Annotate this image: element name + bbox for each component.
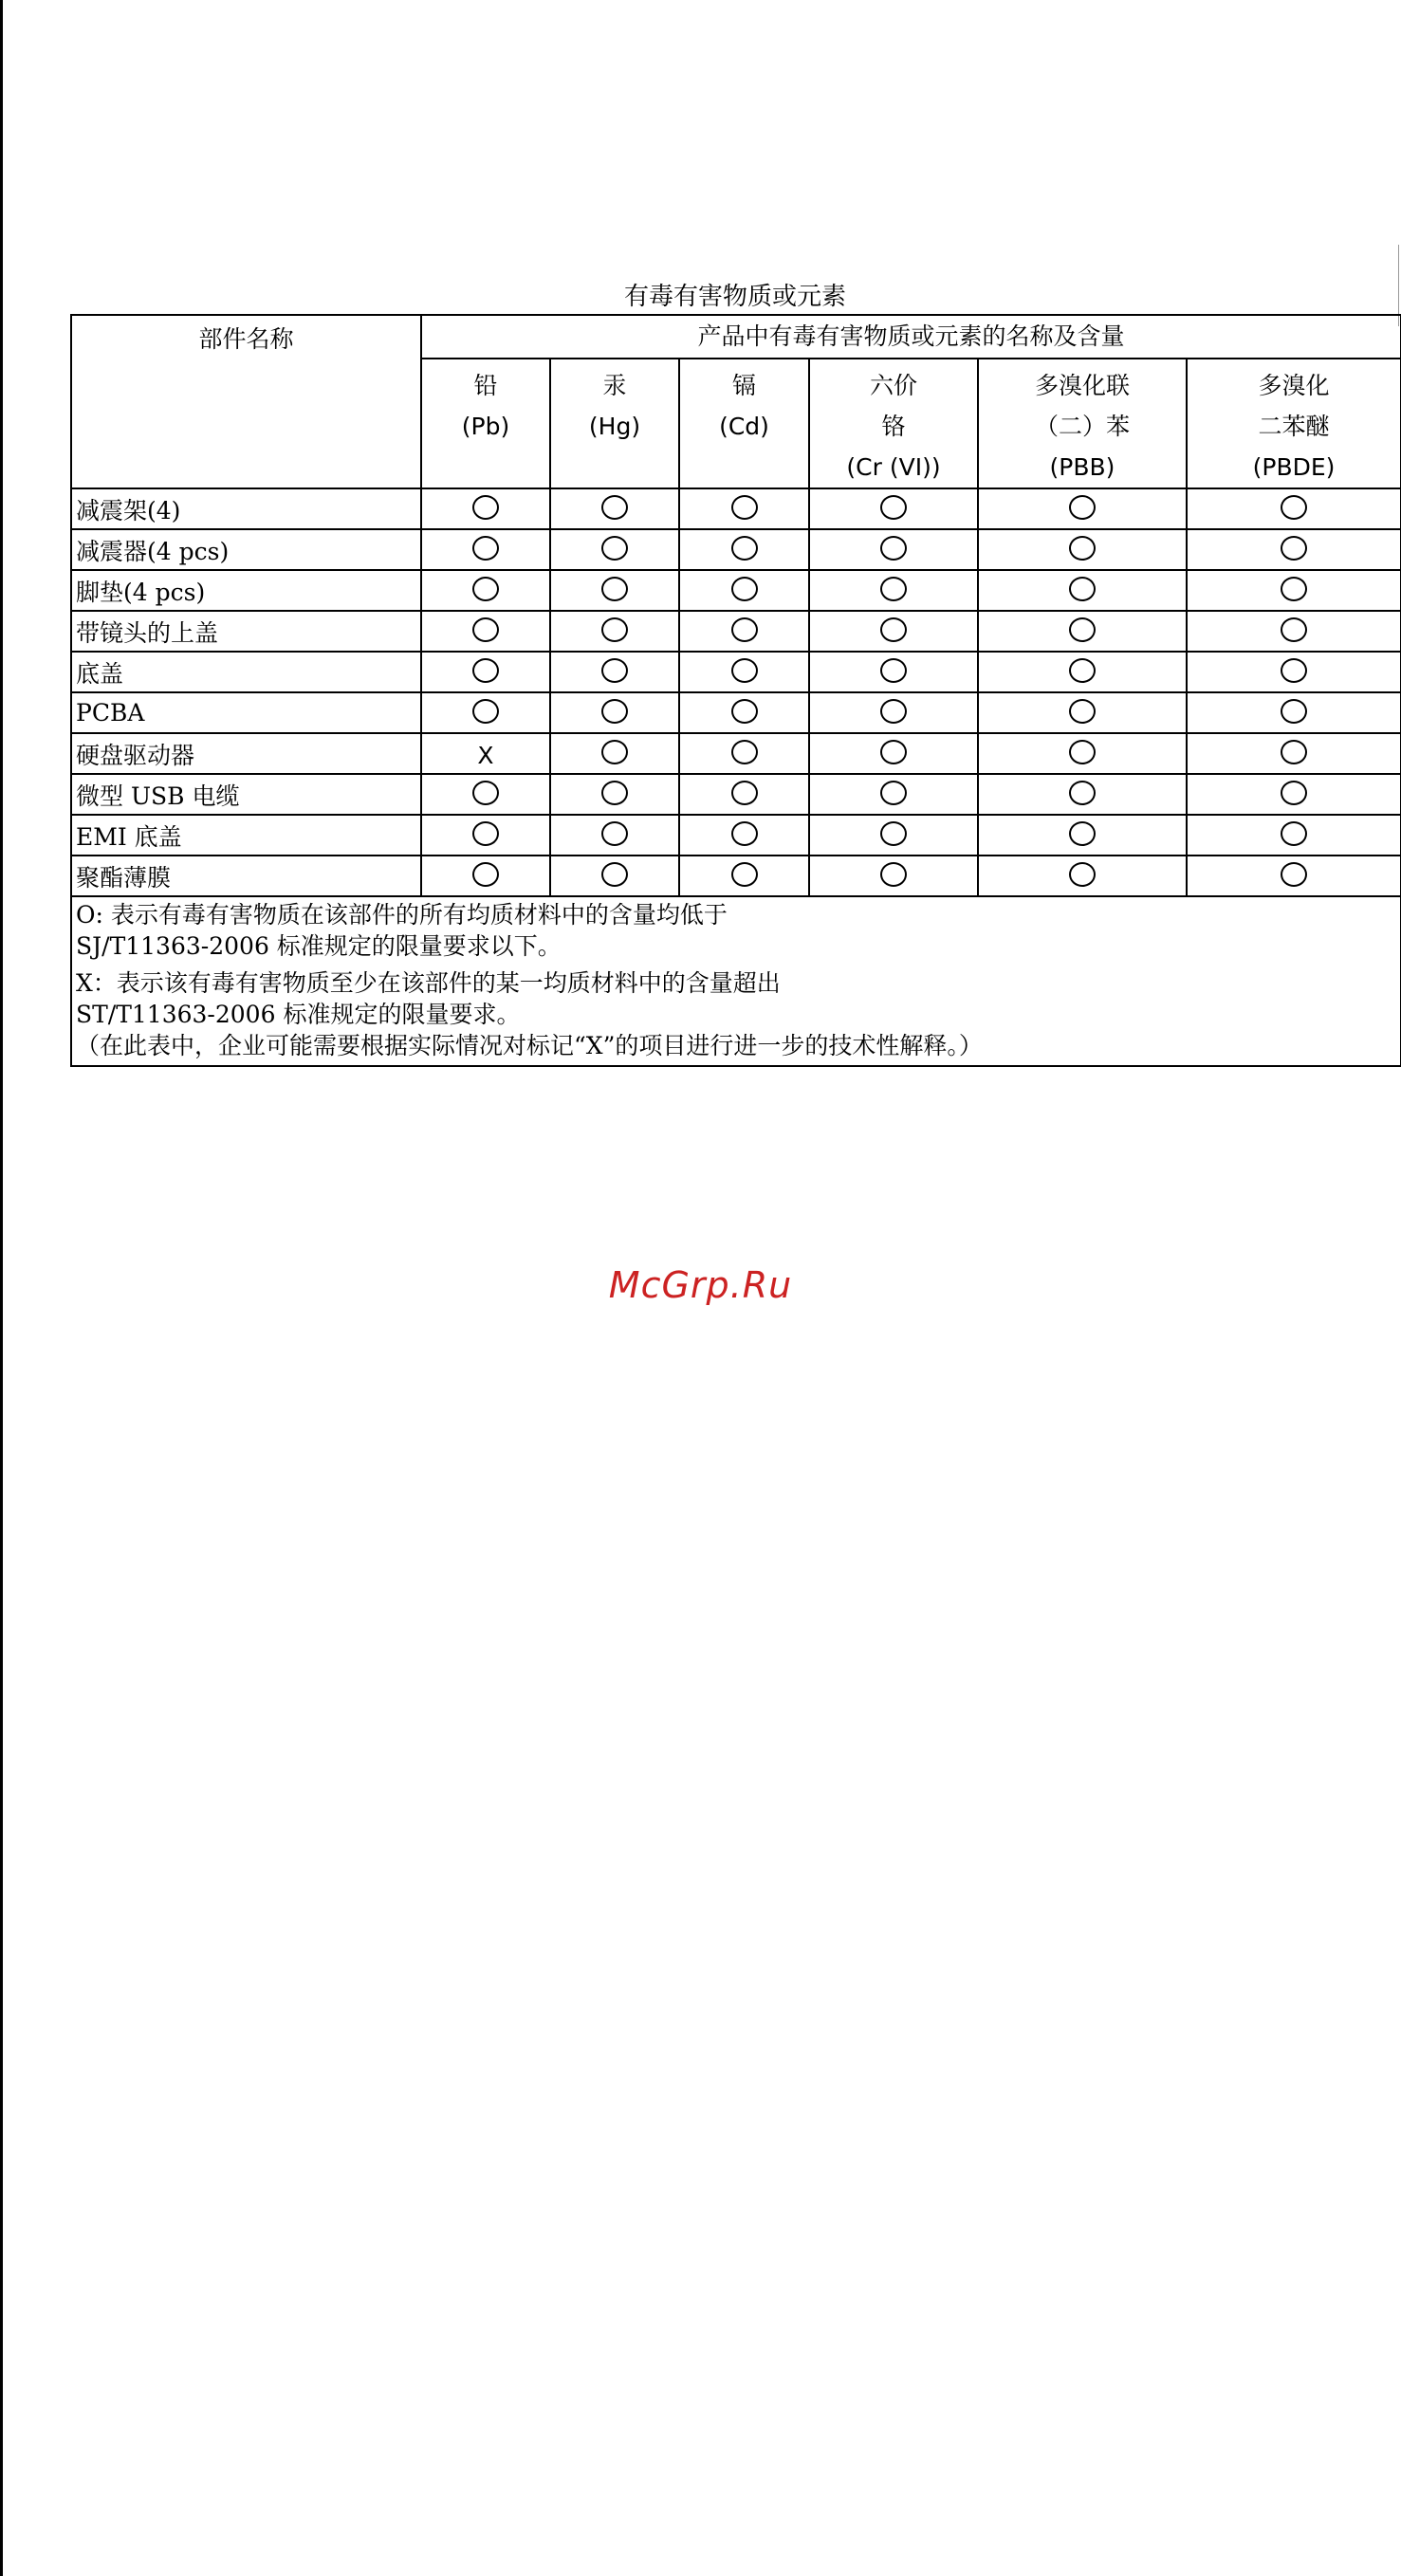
substance-column-header — [978, 359, 1187, 488]
footnote-line: O: 表示有毒有害物质在该部件的所有均质材料中的含量均低于 — [76, 901, 728, 929]
substance-mark-cell — [978, 856, 1187, 896]
below-limit-circle-icon — [1069, 536, 1096, 561]
substance-mark-cell — [550, 774, 679, 815]
substance-mark-cell — [1187, 774, 1401, 815]
substance-mark-cell — [978, 774, 1187, 815]
below-limit-circle-icon — [1069, 862, 1096, 887]
substance-mark-cell — [550, 815, 679, 856]
substance-mark-cell — [679, 488, 809, 529]
substance-mark-cell — [421, 692, 550, 733]
substance-mark-cell — [679, 692, 809, 733]
table-row — [71, 815, 1401, 856]
table-row — [71, 529, 1401, 570]
substance-mark-cell — [1187, 856, 1401, 896]
table-row — [71, 692, 1401, 733]
substance-header-line: (PBB) — [1049, 453, 1115, 481]
substance-mark-cell — [679, 529, 809, 570]
substance-mark-cell — [550, 692, 679, 733]
substance-mark-cell — [679, 570, 809, 611]
substance-mark-cell — [550, 652, 679, 692]
below-limit-circle-icon — [601, 781, 628, 805]
substance-mark-cell — [1187, 488, 1401, 529]
substance-header-line: (PBDE) — [1252, 453, 1336, 481]
below-limit-circle-icon — [1069, 495, 1096, 520]
below-limit-circle-icon — [1281, 495, 1307, 520]
substance-group-header: 产品中有毒有害物质或元素的名称及含量 — [421, 315, 1401, 359]
footnote-line: X：表示该有毒有害物质至少在该部件的某一均质材料中的含量超出 — [76, 969, 781, 997]
below-limit-circle-icon — [472, 577, 499, 601]
table-row — [71, 774, 1401, 815]
below-limit-circle-icon — [1069, 740, 1096, 764]
below-limit-circle-icon — [1069, 617, 1096, 642]
below-limit-circle-icon — [880, 617, 907, 642]
part-name-cell: 带镜头的上盖 — [71, 611, 421, 652]
below-limit-circle-icon — [1281, 740, 1307, 764]
substance-header-line: 汞 — [602, 372, 627, 399]
substance-mark-cell — [978, 488, 1187, 529]
table-footnotes — [71, 896, 1401, 1066]
below-limit-circle-icon — [731, 536, 758, 561]
below-limit-circle-icon — [880, 658, 907, 683]
substance-mark-cell — [809, 692, 978, 733]
below-limit-circle-icon — [601, 495, 628, 520]
below-limit-circle-icon — [472, 781, 499, 805]
substance-header-line: 多溴化 — [1258, 372, 1330, 399]
substance-mark-cell — [978, 733, 1187, 774]
substance-mark-cell — [679, 611, 809, 652]
below-limit-circle-icon — [880, 495, 907, 520]
below-limit-circle-icon — [601, 536, 628, 561]
substance-mark-cell — [809, 488, 978, 529]
below-limit-circle-icon — [731, 617, 758, 642]
substance-mark-cell — [978, 529, 1187, 570]
below-limit-circle-icon — [601, 862, 628, 887]
substance-header-line: 镉 — [731, 372, 756, 399]
substance-mark-cell — [809, 652, 978, 692]
substance-header-line: 铅 — [473, 372, 498, 399]
substance-mark-cell — [978, 815, 1187, 856]
below-limit-circle-icon — [880, 821, 907, 846]
substance-header-line: 二苯醚 — [1258, 413, 1330, 440]
substance-mark-cell — [978, 692, 1187, 733]
below-limit-circle-icon — [1281, 699, 1307, 724]
below-limit-circle-icon — [472, 495, 499, 520]
below-limit-circle-icon — [1069, 699, 1096, 724]
substance-mark-cell — [809, 529, 978, 570]
below-limit-circle-icon — [472, 617, 499, 642]
substance-mark-cell — [421, 774, 550, 815]
below-limit-circle-icon — [601, 577, 628, 601]
table-row — [71, 856, 1401, 896]
below-limit-circle-icon — [731, 658, 758, 683]
below-limit-circle-icon — [472, 821, 499, 846]
substance-mark-cell — [679, 733, 809, 774]
below-limit-circle-icon — [1281, 821, 1307, 846]
substance-header-line: (Cd) — [719, 413, 769, 440]
below-limit-circle-icon — [880, 740, 907, 764]
substance-mark-cell — [1187, 652, 1401, 692]
substance-header-line: (Hg) — [588, 413, 641, 440]
below-limit-circle-icon — [601, 740, 628, 764]
substance-header-line: (Cr (VI)) — [846, 453, 941, 481]
substance-header-line: 多溴化联 — [1034, 372, 1130, 399]
below-limit-circle-icon — [731, 821, 758, 846]
substance-header-line: (Pb) — [461, 413, 510, 440]
substance-mark-cell — [421, 529, 550, 570]
below-limit-circle-icon — [1281, 536, 1307, 561]
table-row — [71, 652, 1401, 692]
footnote-line: ST/T11363-2006 标准规定的限量要求。 — [76, 1001, 521, 1028]
table-row — [71, 488, 1401, 529]
exceeds-limit-mark: X — [477, 742, 494, 769]
substance-mark-cell — [679, 774, 809, 815]
footnote-line: （在此表中，企业可能需要根据实际情况对标记“X”的项目进行进一步的技术性解释。） — [76, 1032, 983, 1059]
substance-mark-cell — [1187, 611, 1401, 652]
substance-mark-cell — [550, 488, 679, 529]
hazardous-substances-table — [70, 314, 1401, 1067]
below-limit-circle-icon — [1069, 577, 1096, 601]
part-name-cell: EMI 底盖 — [71, 815, 421, 856]
below-limit-circle-icon — [1281, 658, 1307, 683]
substance-mark-cell — [421, 652, 550, 692]
substance-mark-cell — [1187, 570, 1401, 611]
below-limit-circle-icon — [1281, 862, 1307, 887]
part-name-cell: 脚垫(4 pcs) — [71, 570, 421, 611]
document-title: 有毒有害物质或元素 — [623, 283, 846, 311]
substance-mark-cell — [809, 733, 978, 774]
substance-mark-cell — [978, 611, 1187, 652]
below-limit-circle-icon — [1069, 781, 1096, 805]
table-row — [71, 570, 1401, 611]
below-limit-circle-icon — [1069, 658, 1096, 683]
substance-mark-cell — [421, 733, 550, 774]
substance-mark-cell — [550, 611, 679, 652]
substance-header-line: （二）苯 — [1034, 413, 1130, 440]
substance-header-line: 铬 — [881, 413, 906, 440]
substance-mark-cell — [421, 611, 550, 652]
part-name-cell: 微型 USB 电缆 — [71, 774, 421, 815]
below-limit-circle-icon — [731, 862, 758, 887]
part-name-cell: 硬盘驱动器 — [71, 733, 421, 774]
below-limit-circle-icon — [1069, 821, 1096, 846]
substance-column-header — [809, 359, 978, 488]
below-limit-circle-icon — [880, 781, 907, 805]
below-limit-circle-icon — [731, 781, 758, 805]
substance-mark-cell — [978, 652, 1187, 692]
substance-mark-cell — [1187, 733, 1401, 774]
substance-column-header — [421, 359, 550, 488]
substance-mark-cell — [550, 570, 679, 611]
substance-mark-cell — [550, 856, 679, 896]
below-limit-circle-icon — [1281, 617, 1307, 642]
below-limit-circle-icon — [880, 536, 907, 561]
substance-mark-cell — [1187, 815, 1401, 856]
part-name-cell: 减震器(4 pcs) — [71, 529, 421, 570]
below-limit-circle-icon — [880, 699, 907, 724]
substance-mark-cell — [679, 815, 809, 856]
footnote-line: SJ/T11363-2006 标准规定的限量要求以下。 — [76, 932, 562, 960]
part-name-cell: 聚酯薄膜 — [71, 856, 421, 896]
substance-mark-cell — [679, 652, 809, 692]
below-limit-circle-icon — [472, 862, 499, 887]
substance-mark-cell — [679, 856, 809, 896]
part-name-cell: 减震架(4) — [71, 488, 421, 529]
below-limit-circle-icon — [731, 740, 758, 764]
below-limit-circle-icon — [731, 699, 758, 724]
substance-mark-cell — [1187, 692, 1401, 733]
substance-mark-cell — [809, 570, 978, 611]
below-limit-circle-icon — [731, 495, 758, 520]
below-limit-circle-icon — [472, 536, 499, 561]
substance-mark-cell — [550, 529, 679, 570]
below-limit-circle-icon — [1281, 781, 1307, 805]
substance-mark-cell — [421, 856, 550, 896]
below-limit-circle-icon — [880, 577, 907, 601]
substance-mark-cell — [421, 815, 550, 856]
substance-column-header — [1187, 359, 1401, 488]
substance-mark-cell — [809, 774, 978, 815]
substance-mark-cell — [809, 611, 978, 652]
substance-mark-cell — [809, 815, 978, 856]
below-limit-circle-icon — [472, 699, 499, 724]
below-limit-circle-icon — [731, 577, 758, 601]
below-limit-circle-icon — [601, 658, 628, 683]
below-limit-circle-icon — [601, 821, 628, 846]
substance-mark-cell — [978, 570, 1187, 611]
watermark-text: McGrp.Ru — [608, 1264, 793, 1306]
substance-mark-cell — [550, 733, 679, 774]
below-limit-circle-icon — [601, 617, 628, 642]
table-row — [71, 611, 1401, 652]
below-limit-circle-icon — [472, 658, 499, 683]
table-row — [71, 733, 1401, 774]
substance-mark-cell — [421, 570, 550, 611]
substance-column-header — [550, 359, 679, 488]
substance-mark-cell — [1187, 529, 1401, 570]
part-name-cell: 底盖 — [71, 652, 421, 692]
part-name-header: 部件名称 — [71, 315, 421, 488]
part-name-cell: PCBA — [71, 692, 421, 733]
below-limit-circle-icon — [601, 699, 628, 724]
below-limit-circle-icon — [880, 862, 907, 887]
substance-mark-cell — [809, 856, 978, 896]
substance-column-header — [679, 359, 809, 488]
substance-header-line: 六价 — [869, 372, 917, 399]
substance-mark-cell — [421, 488, 550, 529]
below-limit-circle-icon — [1281, 577, 1307, 601]
